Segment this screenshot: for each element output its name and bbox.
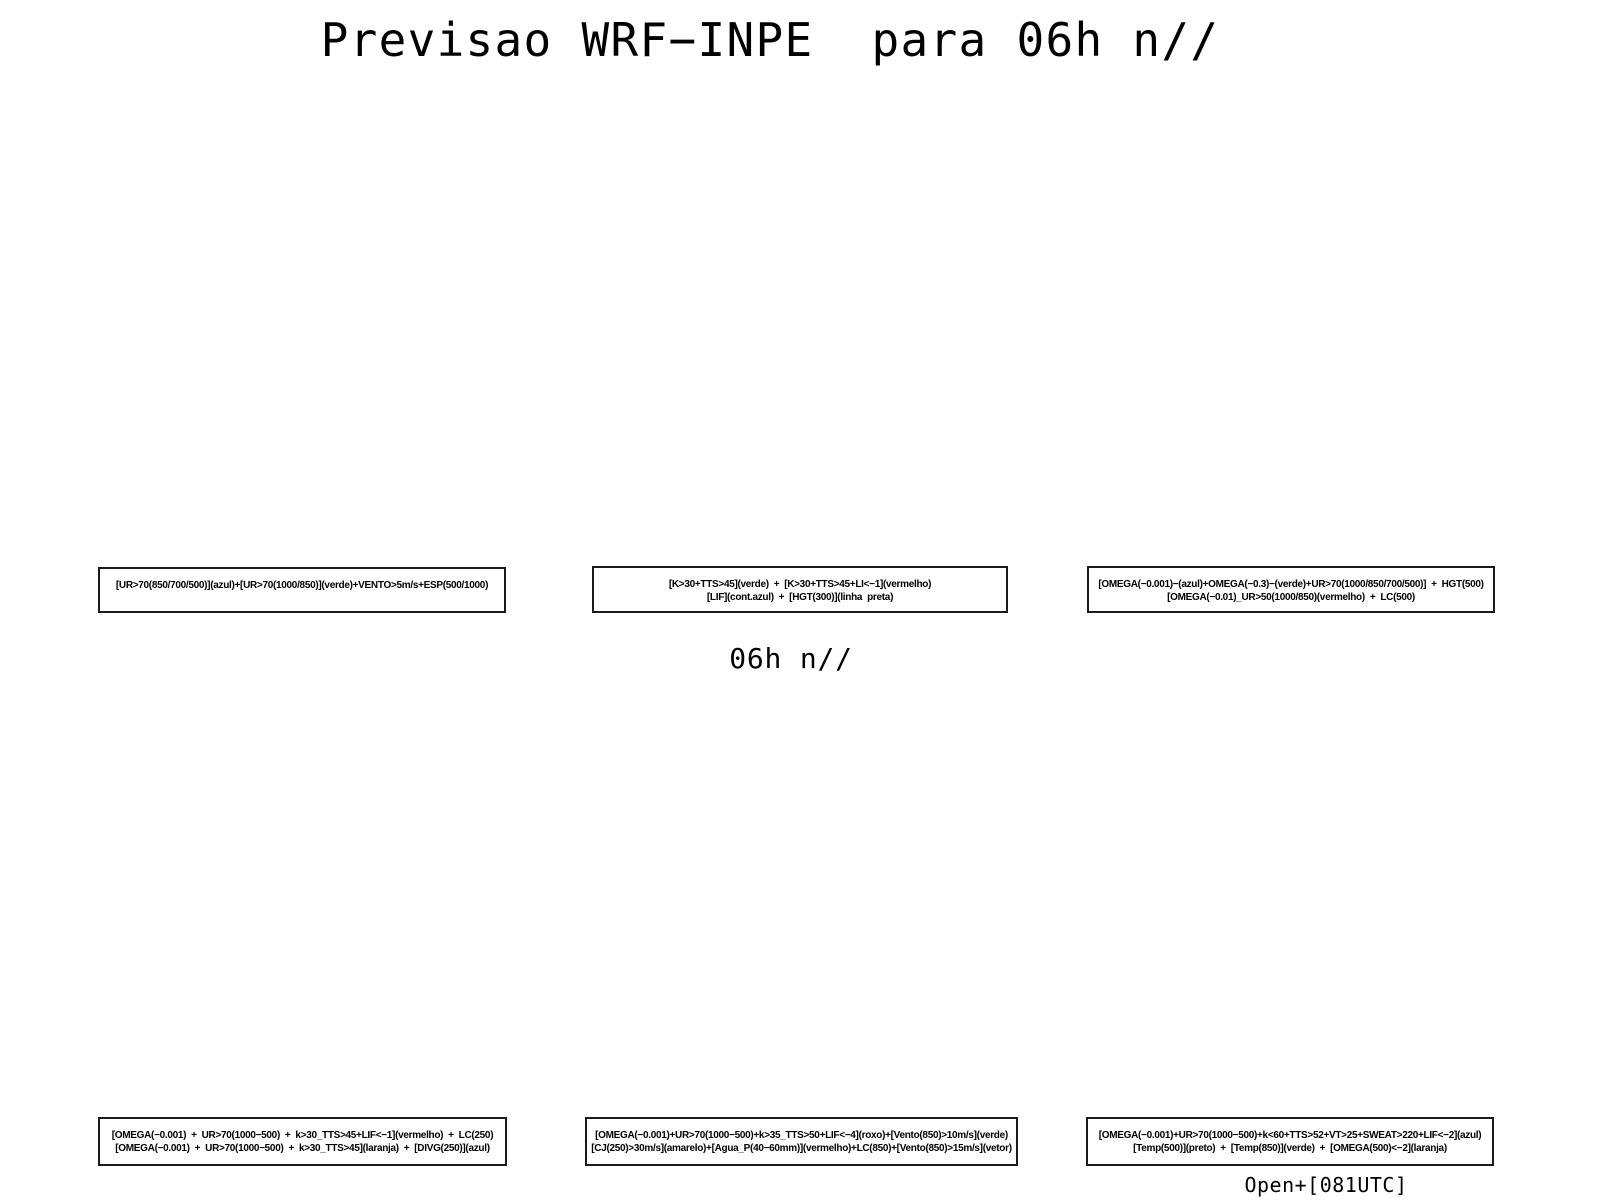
legend-line: [OMEGA(−0.001)−(azul)+OMEGA(−0.3)−(verde)+UR>70(1000/850/700/500)] + HGT(500) xyxy=(1098,579,1484,590)
page-title: Previsao WRF−INPE para 06h n// xyxy=(320,13,1220,67)
legend-line: [K>30+TTS>45](verde) + [K>30+TTS>45+LI<−1](vermelho) xyxy=(668,579,932,590)
legend-box-bottom-right xyxy=(1086,1117,1494,1166)
legend-line: [OMEGA(−0.001)+UR>70(1000−500)+k>35_TTS>50+LIF<−4](roxo)+[Vento(850)>10m/s](verde) xyxy=(595,1130,1008,1141)
legend-line: [LIF](cont.azul) + [HGT(300)](linha preta) xyxy=(706,592,894,603)
legend-line: [OMEGA(−0.001) + UR>70(1000−500) + k>30_TTS>45+LIF<−1](vermelho) + LC(250) xyxy=(111,1130,494,1141)
legend-box-top-right xyxy=(1087,566,1495,613)
legend-line: [CJ(250)>30m/s](amarelo)+[Agua_P(40−60mm)](vermelho)+LC(850)+[Vento(850)>15m/s](vetor) xyxy=(591,1143,1012,1154)
legend-box-top-left xyxy=(98,567,506,613)
center-time-label: 06h n// xyxy=(729,642,853,675)
legend-box-bottom-middle xyxy=(585,1117,1018,1166)
footer-open-label: Open+[081UTC] xyxy=(1244,1173,1408,1197)
legend-box-bottom-left xyxy=(98,1117,507,1166)
legend-box-top-middle xyxy=(592,566,1008,613)
legend-line: [Temp(500)](preto) + [Temp(850)](verde) + [OMEGA(500)<−2](laranja) xyxy=(1133,1143,1447,1154)
legend-line: [OMEGA(−0.01)_UR>50(1000/850)(vermelho) + LC(500) xyxy=(1167,592,1415,603)
legend-line: [OMEGA(−0.001)+UR>70(1000−500)+k<60+TTS>52+VT>25+SWEAT>220+LIF<−2](azul) xyxy=(1098,1130,1482,1141)
legend-line: [UR>70(850/700/500)](azul)+[UR>70(1000/850)](verde)+VENTO>5m/s+ESP(500/1000) xyxy=(115,580,489,591)
legend-line: [OMEGA(−0.001) + UR>70(1000−500) + k>30_TTS>45](laranja) + [DIVG(250)](azul) xyxy=(115,1143,490,1154)
